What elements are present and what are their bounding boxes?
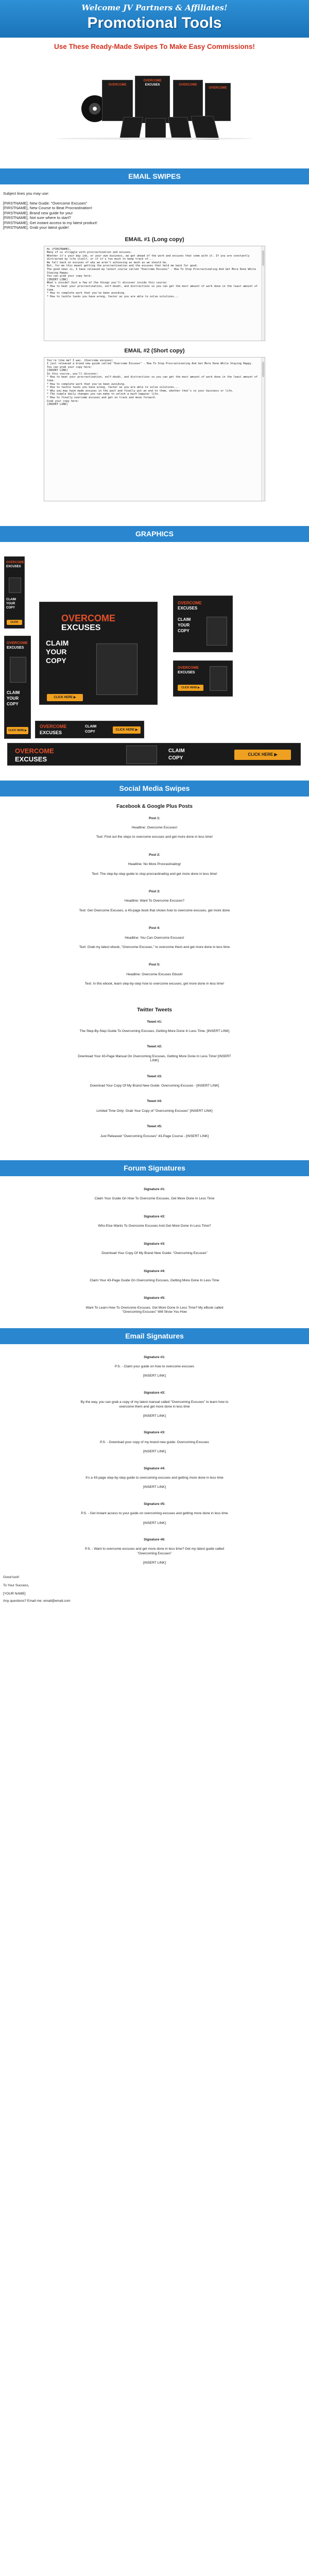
signature-link: [INSERT LINK]: [143, 1374, 166, 1378]
tweet: [0, 1099, 309, 1113]
ad-claim: CLAIM: [7, 690, 20, 695]
post-headline: Headline: Want To Overcome Excuses?: [124, 899, 185, 903]
signature-label: Signature #2:: [144, 1214, 165, 1218]
closing-name: [YOUR NAME]: [3, 1591, 26, 1596]
tweet-text: Just Released "Overcoming Excuses" 43-Page Course - [INSERT LINK]: [100, 1134, 209, 1138]
product-book-main: [135, 76, 170, 123]
ad-headline: OVERCOME: [40, 723, 67, 729]
tweet-label: Tweet #1:: [147, 1020, 162, 1024]
subject-line: [FIRSTNAME], New Course to Beat Procrastination!: [3, 206, 92, 210]
tagline: Use These Ready-Made Swipes To Make Easy Commissions!: [54, 43, 255, 50]
graphics-gallery: [0, 542, 309, 771]
post-label: Post 3:: [149, 889, 160, 893]
ad-headline: OVERCOME: [7, 641, 28, 645]
signature-link: [INSERT LINK]: [143, 1561, 166, 1565]
email1-line: Hi [FIRSTNAME],: [47, 247, 71, 251]
signature-label: Signature #4:: [144, 1466, 165, 1470]
ad-subheadline: EXCUSES: [178, 670, 195, 674]
email1-line: The good news is, I have released my latest course called "Overcome Excuses" - How To Stop Procrastinating And Get More Done While Staying Happy.: [47, 268, 258, 275]
email2-line: You can grab your copy here:: [47, 365, 92, 369]
email2-line: You're like me? I was. (Overcome excuses): [47, 359, 113, 362]
email2-scrollbar[interactable]: [261, 358, 265, 501]
banner-skyscraper[interactable]: [4, 556, 25, 629]
forum-signature: [0, 1188, 309, 1201]
email1-line: Many of us struggle with procrastination and excuses.: [47, 251, 132, 255]
email2-line: * How to tackle tasks you have wrong, faster as you are able to solve solutions...: [47, 386, 179, 389]
twitter-title: Twitter Tweets: [137, 1007, 172, 1013]
email2-line: * How to complete work that you've been avoiding.: [47, 382, 126, 386]
graphics-header: GRAPHICS: [0, 526, 309, 542]
email2-line: * How to beat your procrastination, self-doubt, and distractions so you can get the most amount of work done in the least amount of time.: [47, 376, 260, 383]
book-title: OVERCOME: [209, 87, 227, 90]
signature-text: Claim Your Guide On How To Overcome Excuses, Get More Done In Less Time: [94, 1197, 215, 1201]
post-label: Post 1:: [149, 816, 160, 820]
email2-line: [INSERT LINK]: [47, 403, 68, 406]
subject-lines: [0, 191, 309, 230]
floor-shadow: [57, 138, 252, 140]
ad-your: YOUR: [7, 696, 19, 701]
email2-line: In this course, you'll discover:: [47, 372, 98, 376]
forum-signature: [0, 1242, 309, 1256]
tweet: [0, 1125, 309, 1139]
facebook-title: Facebook & Google Plus Posts: [116, 803, 193, 809]
post-text: Text: Find out the steps to overcome excuses and get more done in less time!: [96, 835, 213, 839]
tweet-label: Tweet #4:: [147, 1099, 162, 1104]
tweet-text: Limited Time Only: Grab Your Copy of "Overcoming Excuses" [INSERT LINK]: [96, 1109, 213, 1113]
ad-cta-button[interactable]: CLICK HERE ▶: [7, 727, 28, 734]
email2-line: * The simple daily changes you can make to unlock a much happier life.: [47, 393, 160, 396]
subject-lines-intro: Subject lines you may use:: [3, 191, 49, 196]
ad-cta-button[interactable]: CLICK HERE ▶: [47, 694, 83, 701]
signature-label: Signature #2:: [144, 1391, 165, 1395]
signature-link: [INSERT LINK]: [143, 1521, 166, 1525]
email1-title: EMAIL #1 (Long copy): [125, 236, 184, 243]
email1-line: But, for me this meant getting the procrastination and the excuses that held me back for good.: [47, 264, 198, 268]
ad-cta-button[interactable]: CLICK HERE ▶: [113, 726, 141, 734]
banner-medium[interactable]: [173, 596, 233, 652]
signature-text: Claim Your 43-Page Guide On Overcoming Excuses, Getting More Done In Less Time: [90, 1278, 219, 1282]
email-signature: [0, 1391, 309, 1419]
subject-line: [FIRSTNAME], Not sure where to start?: [3, 215, 71, 220]
book-title-1: OVERCOME: [143, 79, 162, 82]
forum-signature: [0, 1269, 309, 1283]
signature-text: Who Else Wants To Overcome Excuses And Get More Done In Less Time?: [98, 1224, 211, 1228]
signature-label: Signature #5:: [144, 1502, 165, 1506]
closing-good-luck: Good luck!: [3, 1575, 20, 1579]
social-post: [0, 926, 309, 950]
hero-banner: [0, 0, 309, 38]
post-headline: Headline: No More Procrastinating!: [128, 862, 181, 867]
banner-square[interactable]: [39, 602, 158, 705]
banner-small[interactable]: [173, 660, 233, 697]
ad-book-image: [210, 666, 227, 691]
forum-signature: [0, 1296, 309, 1314]
tweet-text: Download Your Copy Of My Brand New Guide: Overcoming Excuses - [INSERT LINK]: [90, 1084, 219, 1088]
welcome-heading: Welcome JV Partners & Affiliates!: [81, 3, 228, 12]
ad-book-image: [10, 657, 26, 683]
post-label: Post 2:: [149, 853, 160, 857]
email1-line: * How to beat your procrastination, self-doubt, and distractions so you can get the most amount of work done in the least amount of time.: [47, 285, 260, 292]
product-tablet-2: [145, 118, 166, 139]
forum-signature: [0, 1215, 309, 1229]
signature-text: P.S. - Get instant access to your guide on overcoming excuses and getting more done in less time: [81, 1512, 228, 1516]
email1-line: What's inside? Just a few of the things you'll discover inside this course:: [47, 281, 168, 285]
email1-line: Whether it's your day job, or your own business, we get ahead of the work and excuses that come with it. If you are constantly distracted by life itself, or if it's too much to keep track of...: [47, 254, 251, 261]
tweet-text: The Step-By-Step Guide To Overcoming Excuses, Getting More Done In Less Time. [INSERT LINK]: [79, 1029, 230, 1033]
email-signature: [0, 1467, 309, 1490]
ad-claim: CLAIM: [46, 638, 69, 647]
social-post: [0, 963, 309, 986]
email-signature: [0, 1431, 309, 1454]
ad-copy: COPY: [6, 606, 15, 609]
signature-label: Signature #1:: [144, 1188, 165, 1192]
email2-line: I just released a brand new guide called "Overcome Excuses" - How To Stop Procrastinating And Get More Done While Staying Happy.: [47, 362, 253, 366]
banner-leaderboard-large[interactable]: [7, 743, 301, 766]
email1-textarea[interactable]: [44, 246, 265, 341]
email-signatures-header: Email Signatures: [0, 1328, 309, 1344]
email2-line: [INSERT LINK]: [47, 369, 68, 372]
product-tablet-3: [168, 117, 192, 140]
post-label: Post 4:: [149, 926, 160, 930]
banner-tall[interactable]: [4, 636, 31, 739]
ad-copy: COPY: [178, 628, 190, 633]
product-book-3: [205, 83, 231, 121]
ad-subheadline: EXCUSES: [40, 730, 62, 735]
post-label: Post 5:: [149, 963, 160, 967]
email1-line: * How to tackle tasks you have wrong, faster as you are able to solve solutions...: [47, 295, 179, 298]
ad-claim: CLAIM: [85, 724, 97, 728]
tweet: [0, 1075, 309, 1089]
ad-subheadline: EXCUSES: [178, 605, 198, 611]
social-post: [0, 853, 309, 876]
email1-line: * How to complete work that you've been avoiding.: [47, 292, 126, 295]
ad-copy: COPY: [7, 701, 19, 706]
signature-text: Want To Learn How To Overcome Excuses, Get More Done In Less Time? My eBook called "Overcoming Excuses" Will Show You How: [85, 1306, 224, 1314]
social-post: [0, 890, 309, 913]
email1-line: You can grab your copy here:: [47, 275, 92, 278]
email1-line: [INSERT LINK]: [47, 278, 68, 281]
ad-copy: COPY: [46, 656, 66, 665]
ad-cta-button[interactable]: CLICK HERE ▶: [7, 620, 22, 625]
email2-title: EMAIL #2 (Short copy): [124, 347, 185, 354]
ad-your: YOUR: [46, 647, 67, 656]
tweet-label: Tweet #5:: [147, 1125, 162, 1129]
email2-line: * How to finally overcome excuses and get on track and move forward.: [47, 396, 157, 400]
ad-your: YOUR: [178, 622, 190, 628]
ad-claim: CLAIM: [168, 748, 185, 754]
forum-header: Forum Signatures: [0, 1160, 309, 1176]
signature-label: Signature #3:: [144, 1242, 165, 1246]
post-headline: Headline: Overcome Excuses Ebook!: [126, 972, 183, 976]
ad-book-image: [207, 617, 227, 646]
subject-line: [FIRSTNAME], Grab your latest guide!: [3, 225, 69, 230]
post-text: Text: Grab my latest ebook, "Overcome Excuses," to overcome them and get more done in less time: [79, 945, 230, 949]
ad-claim: CLAIM: [178, 617, 191, 622]
signature-text: By the way, you can grab a copy of my latest manual called "Overcoming Excuses" to learn how to overcome them and get more done in less time: [80, 1400, 229, 1409]
signature-link: [INSERT LINK]: [143, 1450, 166, 1454]
tweet-label: Tweet #3:: [147, 1074, 162, 1078]
ad-book-image: [126, 745, 157, 764]
signature-text: P.S. - Claim your guide on how to overcome excuses: [114, 1364, 195, 1368]
email2-line: * Why you may have made excuses in the past and finally put an end to them, whether that's in your business or life.: [47, 389, 234, 393]
ad-your: YOUR: [6, 602, 15, 605]
ad-book-image: [96, 643, 138, 695]
signature-label: Signature #6:: [144, 1538, 165, 1542]
email2-textarea[interactable]: [44, 357, 265, 501]
ad-headline: OVERCOME: [61, 613, 116, 623]
email1-scrollbar[interactable]: [261, 246, 265, 341]
ad-claim: CLAIM: [6, 598, 16, 601]
post-headline: Headline: Overcome Excuses!: [131, 825, 178, 829]
closing-contact: Any questions? Email me: email@email.com: [3, 1599, 71, 1603]
post-text: Text: Get Overcome Excuses, a 43-page book that shows how to overcome excuses, get more done: [79, 908, 230, 912]
tweet: [0, 1045, 309, 1063]
box-title: OVERCOME: [108, 83, 127, 87]
banner-leaderboard-small[interactable]: [35, 721, 144, 738]
tweet: [0, 1020, 309, 1034]
ad-headline: OVERCOME: [178, 666, 199, 670]
ad-copy: COPY: [168, 755, 183, 761]
email-signature: [0, 1355, 309, 1379]
book-title: OVERCOME: [179, 83, 197, 87]
signature-label: Signature #5:: [144, 1296, 165, 1300]
signature-link: [INSERT LINK]: [143, 1414, 166, 1418]
email-swipes-header: EMAIL SWIPES: [0, 168, 309, 184]
subject-line: [FIRSTNAME], New Guide: "Overcome Excuses": [3, 200, 88, 206]
email-signature: [0, 1538, 309, 1566]
ad-subheadline: EXCUSES: [61, 623, 101, 632]
signature-label: Signature #4:: [144, 1269, 165, 1273]
ad-subheadline: EXCUSES: [7, 646, 24, 650]
product-book-2: [173, 80, 203, 121]
ad-headline: OVERCOME: [6, 561, 25, 564]
subject-line: [FIRSTNAME], Brand new guide for you!: [3, 210, 73, 215]
tweet-label: Tweet #2:: [147, 1045, 162, 1049]
signature-text: P.S. - Want to overcome excuses and get more done in less time? Get my latest guide called "Overcoming Excuses": [84, 1547, 225, 1555]
ad-copy: COPY: [85, 730, 95, 734]
post-text: Text: In this ebook, learn step-by-step how to overcome excuses, get more done in less time!: [84, 982, 225, 986]
signature-text: It's a 43-page step-by-step guide to overcoming excuses and getting more done in less time: [85, 1476, 224, 1480]
book-title-2: EXCUSES: [145, 83, 160, 87]
post-text: Text: The step-by-step guide to stop procrastinating and get more done in less time!: [92, 872, 217, 876]
closing-sign-off: To Your Success,: [3, 1583, 29, 1587]
signature-label: Signature #1:: [144, 1355, 165, 1359]
closing: [0, 1575, 309, 1604]
email1-line: We fall back on excuses of why we aren't achieving as much as we should be.: [47, 261, 168, 264]
subject-line: [FIRSTNAME], Get instant access to my latest product!: [3, 220, 97, 225]
signature-label: Signature #3:: [144, 1431, 165, 1435]
ad-cta-button[interactable]: CLICK HERE ▶: [178, 685, 203, 691]
ad-subheadline: EXCUSES: [6, 565, 21, 568]
ad-headline: OVERCOME: [178, 600, 202, 605]
social-header: Social Media Swipes: [0, 781, 309, 796]
ad-headline: OVERCOME: [15, 747, 54, 755]
social-post: [0, 817, 309, 840]
ad-cta-button[interactable]: CLICK HERE ▶: [234, 750, 291, 760]
product-image: [0, 51, 309, 141]
product-box: [102, 80, 133, 121]
email-signature: [0, 1502, 309, 1526]
post-headline: Headline: You Can Overcome Excuses!: [125, 936, 184, 940]
email2-line: Grab your copy here:: [47, 399, 79, 403]
product-tablet-1: [119, 117, 143, 140]
ad-book-image: [9, 578, 21, 593]
signature-link: [INSERT LINK]: [143, 1485, 166, 1489]
signature-text: Download Your Copy Of My Brand New Guide: "Overcoming Excuses": [101, 1251, 208, 1256]
tweet-text: Download Your 43-Page Manual On Overcoming Excuses, Getting More Done In Less Time! [INSERT LINK]: [78, 1054, 231, 1063]
ad-subheadline: EXCUSES: [15, 755, 47, 763]
page-title: Promotional Tools: [87, 14, 222, 31]
signature-text: P.S. - Download your copy of my brand new guide: Overcoming Excuses: [100, 1440, 209, 1444]
